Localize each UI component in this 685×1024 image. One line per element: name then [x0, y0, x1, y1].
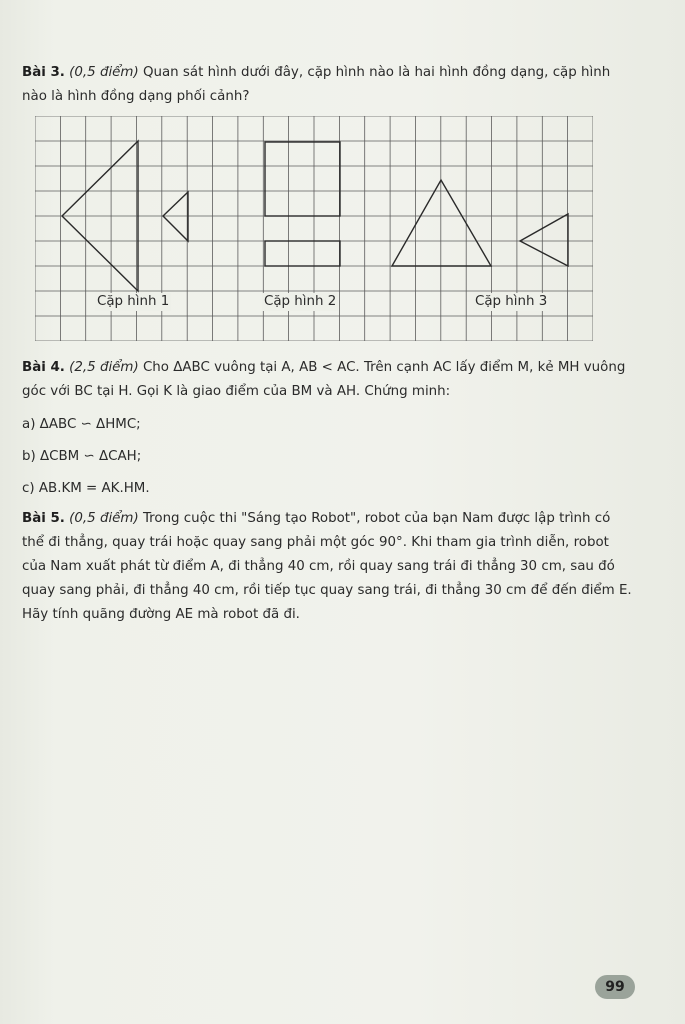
- pair-2-square: [265, 142, 340, 216]
- exercise-5-points: (0,5 điểm): [69, 511, 139, 526]
- caption-pair-1: Cặp hình 1: [97, 294, 170, 309]
- caption-pair-2: Cặp hình 2: [264, 294, 337, 309]
- exercise-4-item-a: a) ΔABC ∽ ΔHMC;: [22, 417, 141, 432]
- exercise-4: [22, 356, 634, 404]
- exercise-3-points: (0,5 điểm): [69, 65, 139, 80]
- pair-3-small-triangle: [520, 214, 568, 266]
- exercise-3-text-1: Quan sát hình dưới đây, cặp hình nào là hai hình đồng dạng, cặp hình: [142, 65, 611, 80]
- exercise-5-text-2: thể đi thẳng, quay trái hoặc quay sang phải một góc 90°. Khi tham gia trình diễn, robot: [22, 535, 609, 550]
- exercise-5-text-3: của Nam xuất phát từ điểm A, đi thẳng 40 cm, rồi quay sang trái đi thẳng 30 cm, sau đó: [22, 559, 615, 574]
- exercise-5: [22, 507, 634, 627]
- exercise-5-label: Bài 5.: [22, 511, 65, 526]
- pair-3-large-triangle: [392, 180, 491, 266]
- pair-2-rectangle: [265, 241, 340, 266]
- exercise-4-label: Bài 4.: [22, 360, 65, 375]
- exercise-5-text-4: quay sang phải, đi thẳng 40 cm, rồi tiếp tục quay sang trái, đi thẳng 30 cm để đến điểm E.: [22, 583, 632, 598]
- exercise-3-label: Bài 3.: [22, 65, 65, 80]
- exercise-3-text-2: nào là hình đồng dạng phối cảnh?: [22, 89, 250, 104]
- exercise-4-text-2: góc với BC tại H. Gọi K là giao điểm của BM và AH. Chứng minh:: [22, 384, 451, 399]
- exercise-4-item-b: b) ΔCBM ∽ ΔCAH;: [22, 449, 142, 464]
- pair-1-small-triangle: [163, 192, 188, 241]
- caption-pair-3: Cặp hình 3: [475, 294, 548, 309]
- exercise-4-points: (2,5 điểm): [69, 360, 139, 375]
- exercise-3: [22, 61, 634, 109]
- page-number: 99: [595, 975, 635, 999]
- exercise-4-text-1: Cho ΔABC vuông tại A, AB < AC. Trên cạnh AC lấy điểm M, kẻ MH vuông: [142, 360, 626, 375]
- exercise-4-item-c: c) AB.KM = AK.HM.: [22, 481, 150, 496]
- exercise-5-text-1: Trong cuộc thi "Sáng tạo Robot", robot của bạn Nam được lập trình có: [142, 511, 611, 526]
- exercise-5-text-5: Hãy tính quãng đường AE mà robot đã đi.: [22, 607, 300, 622]
